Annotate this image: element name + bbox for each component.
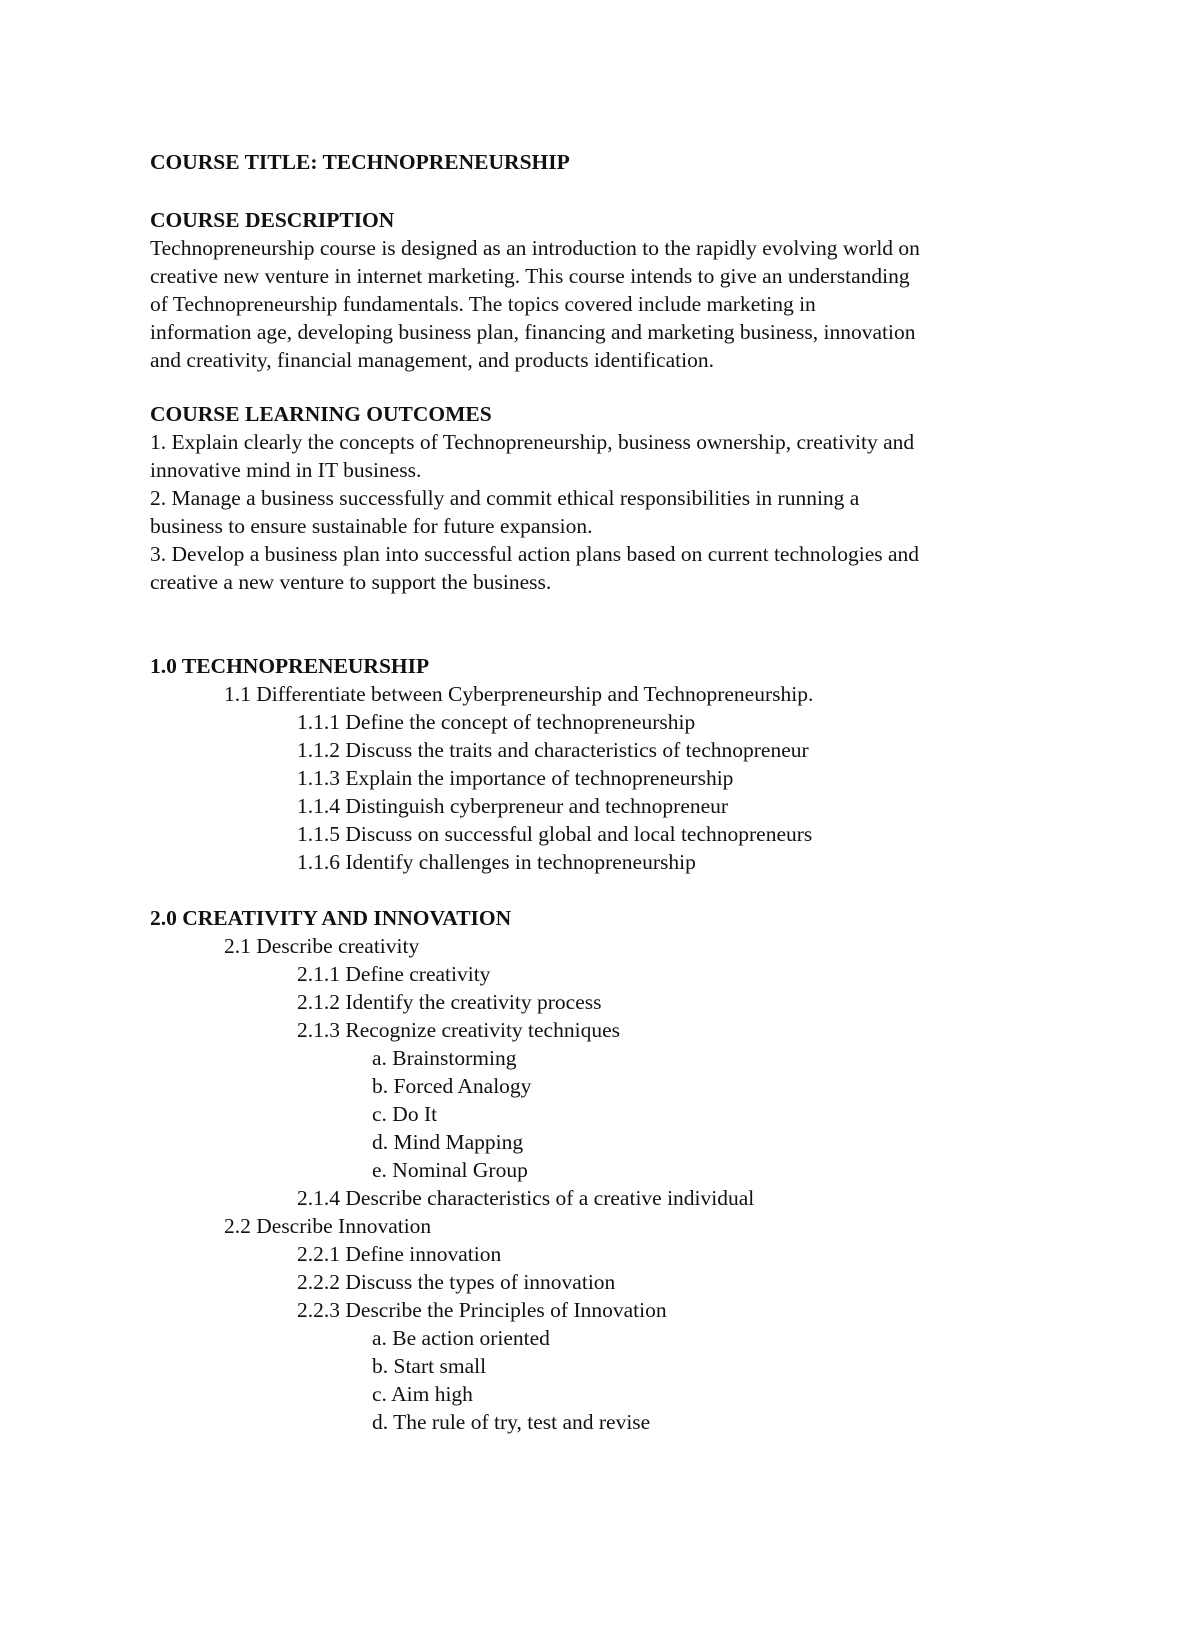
technique-item: c. Do It — [372, 1102, 438, 1126]
course-title: COURSE TITLE: TECHNOPRENEURSHIP — [150, 150, 570, 174]
outline-item: 1.1.6 Identify challenges in technopreneurship — [297, 850, 696, 874]
principle-item: b. Start small — [372, 1354, 487, 1378]
outcome-line: creative a new venture to support the business. — [150, 570, 552, 594]
outcome-line: 2. Manage a business successfully and commit ethical responsibilities in running a — [150, 486, 860, 510]
outline-item: 1.1.1 Define the concept of technopreneurship — [297, 710, 696, 734]
outcome-line: 3. Develop a business plan into successful action plans based on current technologies and — [150, 542, 920, 566]
outline-item: 2.2.3 Describe the Principles of Innovation — [297, 1298, 667, 1322]
description-line: and creativity, financial management, and products identification. — [150, 348, 714, 372]
section-1-heading: 1.0 TECHNOPRENEURSHIP — [150, 654, 430, 678]
outline-item: 2.2.1 Define innovation — [297, 1242, 502, 1266]
outline-item: 1.1.2 Discuss the traits and characteristics of technopreneur — [297, 738, 809, 762]
outline-item: 2.1.4 Describe characteristics of a creative individual — [297, 1186, 755, 1210]
technique-item: b. Forced Analogy — [372, 1074, 532, 1098]
section-2-heading: 2.0 CREATIVITY AND INNOVATION — [150, 906, 512, 930]
learning-outcomes-heading: COURSE LEARNING OUTCOMES — [150, 402, 492, 426]
technique-item: a. Brainstorming — [372, 1046, 517, 1070]
outcome-line: innovative mind in IT business. — [150, 458, 422, 482]
subsection-1-1: 1.1 Differentiate between Cyberpreneurship and Technopreneurship. — [224, 682, 814, 706]
outline-item: 1.1.3 Explain the importance of technopreneurship — [297, 766, 734, 790]
description-line: information age, developing business plan, financing and marketing business, innovation — [150, 320, 916, 344]
course-description-heading: COURSE DESCRIPTION — [150, 208, 395, 232]
principle-item: c. Aim high — [372, 1382, 473, 1406]
description-line: of Technopreneurship fundamentals. The topics covered include marketing in — [150, 292, 816, 316]
outline-item: 1.1.5 Discuss on successful global and local technopreneurs — [297, 822, 813, 846]
technique-item: d. Mind Mapping — [372, 1130, 524, 1154]
technique-item: e. Nominal Group — [372, 1158, 528, 1182]
description-line: Technopreneurship course is designed as an introduction to the rapidly evolving world on — [150, 236, 920, 260]
outline-item: 2.1.3 Recognize creativity techniques — [297, 1018, 620, 1042]
description-line: creative new venture in internet marketing. This course intends to give an understanding — [150, 264, 910, 288]
subsection-2-2: 2.2 Describe Innovation — [224, 1214, 432, 1238]
outcome-line: 1. Explain clearly the concepts of Technopreneurship, business ownership, creativity and — [150, 430, 915, 454]
principle-item: a. Be action oriented — [372, 1326, 550, 1350]
principle-item: d. The rule of try, test and revise — [372, 1410, 651, 1434]
outcome-line: business to ensure sustainable for future expansion. — [150, 514, 593, 538]
outline-item: 1.1.4 Distinguish cyberpreneur and technopreneur — [297, 794, 729, 818]
subsection-2-1: 2.1 Describe creativity — [224, 934, 420, 958]
outline-item: 2.1.2 Identify the creativity process — [297, 990, 602, 1014]
outline-item: 2.1.1 Define creativity — [297, 962, 491, 986]
outline-item: 2.2.2 Discuss the types of innovation — [297, 1270, 616, 1294]
